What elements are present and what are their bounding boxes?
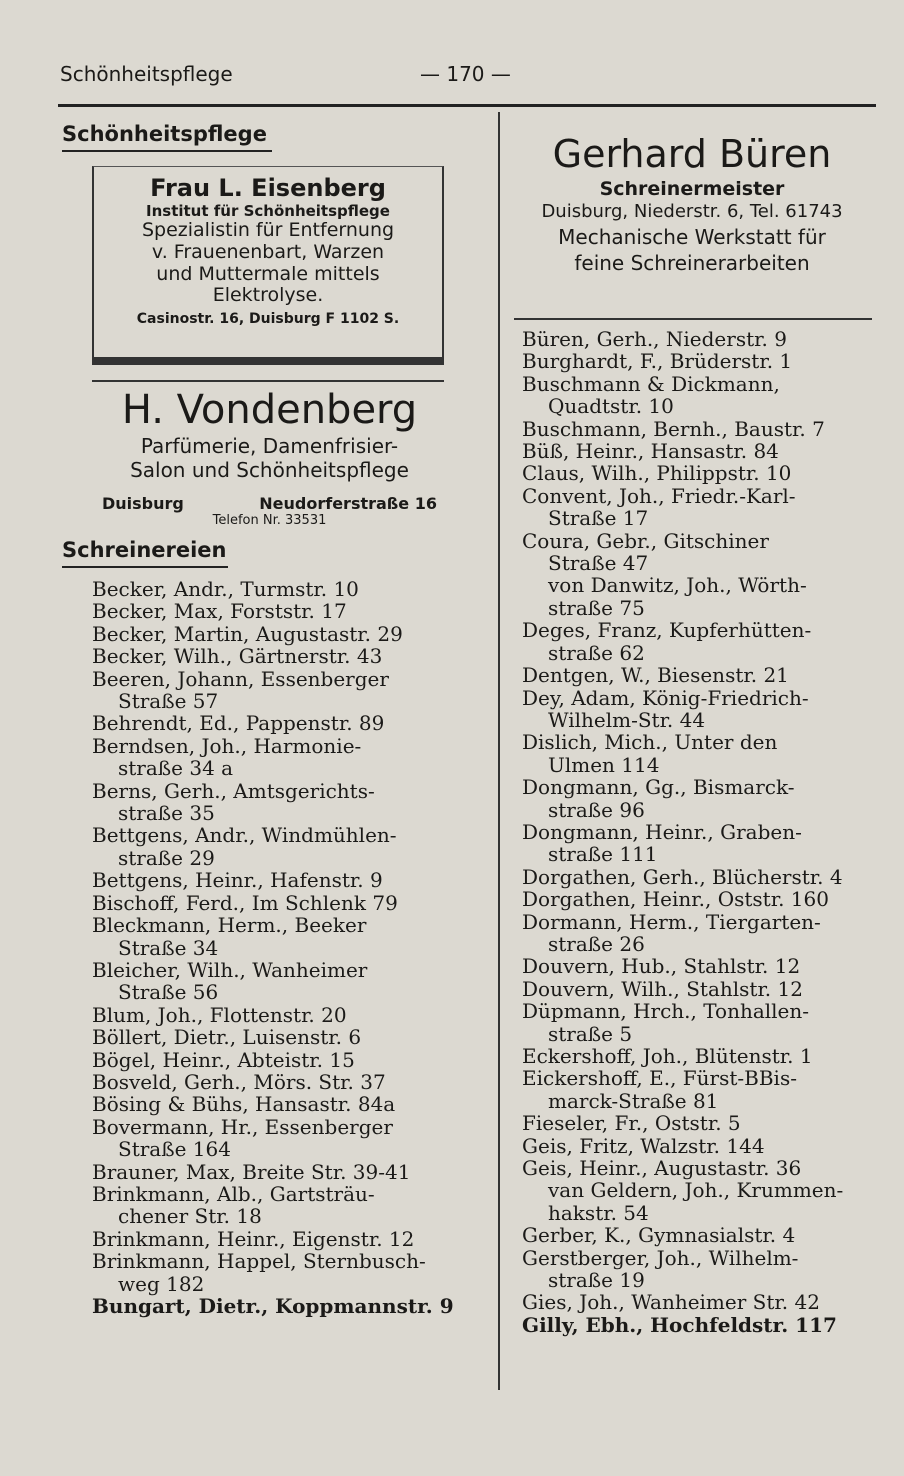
directory-entry: hakstr. 54 (548, 1200, 649, 1225)
directory-entry: Straße 17 (548, 506, 649, 531)
ad-vondenberg (92, 386, 447, 528)
directory-entry: Bleckmann, Herm., Beeker (92, 913, 367, 938)
directory-entry: von Danwitz, Joh., Wörth- (548, 573, 807, 598)
directory-entry: Fieseler, Fr., Oststr. 5 (522, 1111, 741, 1136)
directory-entry: Geis, Fritz, Walzstr. 144 (522, 1133, 765, 1158)
running-title: Schönheitspflege (60, 62, 233, 86)
directory-entry: straße 19 (548, 1268, 645, 1293)
directory-entry: Coura, Gebr., Gitschiner (522, 528, 769, 553)
directory-entry: Wilhelm-Str. 44 (548, 707, 706, 732)
directory-entry: Behrendt, Ed., Pappenstr. 89 (92, 711, 385, 736)
directory-entry: straße 62 (548, 640, 645, 665)
ad-bueren-address: Duisburg, Niederstr. 6, Tel. 61743 (541, 201, 843, 222)
directory-entry: straße 111 (548, 842, 658, 867)
ad-separator (92, 380, 444, 382)
directory-entry: Gilly, Ebh., Hochfeldstr. 117 (522, 1312, 837, 1337)
directory-entry: Douvern, Hub., Stahlstr. 12 (522, 954, 801, 979)
directory-entry: Bischoff, Ferd., Im Schlenk 79 (92, 890, 398, 915)
directory-entry: Straße 57 (118, 689, 219, 714)
directory-entry: Büß, Heinr., Hansastr. 84 (522, 439, 779, 464)
directory-entry: chener Str. 18 (118, 1204, 262, 1229)
ad-eisenberg-line: v. Frauenenbart, Warzen (151, 240, 385, 263)
directory-entry: Dormann, Herm., Tiergarten- (522, 909, 821, 934)
directory-entry: straße 26 (548, 931, 645, 956)
directory-entry: Douvern, Wilh., Stahlstr. 12 (522, 976, 803, 1001)
directory-entry: Dorgathen, Heinr., Oststr. 160 (522, 887, 829, 912)
ad-bueren (512, 130, 872, 276)
directory-entry: Becker, Andr., Turmstr. 10 (92, 577, 359, 601)
column-divider (498, 112, 500, 1390)
directory-entry: straße 75 (548, 595, 645, 620)
ad-vondenberg-city: Duisburg (102, 494, 184, 513)
directory-entry: straße 96 (548, 797, 645, 822)
ad-eisenberg-address: Casinostr. 16, Duisburg F 1102 S. (136, 311, 400, 328)
ad-eisenberg-name: Frau L. Eisenberg (150, 174, 386, 202)
page-number: — 170 — (420, 62, 511, 86)
directory-entry: Bögel, Heinr., Abteistr. 15 (92, 1047, 355, 1072)
directory-entry: Gerber, K., Gymnasialstr. 4 (522, 1223, 796, 1248)
directory-entry: Eckershoff, Joh., Blütenstr. 1 (522, 1044, 813, 1068)
directory-entry: Dey, Adam, König-Friedrich- (522, 685, 809, 710)
directory-entry: Brinkmann, Heinr., Eigenstr. 12 (92, 1226, 415, 1251)
directory-entry: Straße 34 (118, 935, 219, 960)
ad-eisenberg (92, 166, 444, 365)
directory-entry: straße 29 (118, 845, 215, 870)
directory-entry: Blum, Joh., Flottenstr. 20 (92, 1002, 347, 1027)
ad-vondenberg-line: Parfümerie, Damenfrisier- (140, 434, 399, 458)
ad-bueren-line: Mechanische Werkstatt für (558, 225, 826, 249)
directory-entry: Bettgens, Andr., Windmühlen- (92, 823, 397, 848)
directory-entry: Bovermann, Hr., Essenberger (92, 1114, 393, 1139)
ad-vondenberg-street: Neudorferstraße 16 (259, 494, 437, 513)
directory-list-right (522, 328, 843, 1336)
ad-eisenberg-line: Elektrolyse. (212, 284, 324, 307)
directory-entry: weg 182 (118, 1271, 205, 1296)
directory-entry: Dentgen, W., Biesenstr. 21 (522, 663, 789, 688)
directory-entry: Brinkmann, Happel, Sternbusch- (92, 1249, 426, 1274)
directory-entry: Berns, Gerh., Amtsgerichts- (92, 778, 375, 803)
directory-entry: Brinkmann, Alb., Gartsträu- (92, 1181, 375, 1206)
directory-entry: straße 5 (548, 1021, 633, 1046)
directory-entry: Straße 56 (118, 980, 219, 1005)
ad-vondenberg-name: H. Vondenberg (121, 387, 418, 433)
directory-entry: Eickershoff, E., Fürst-BBis- (522, 1066, 797, 1091)
directory-entry: Gies, Joh., Wanheimer Str. 42 (522, 1290, 820, 1315)
directory-entry: van Geldern, Joh., Krummen- (548, 1178, 844, 1203)
directory-entry: Beeren, Johann, Essenberger (92, 666, 389, 691)
ad-eisenberg-line: Spezialistin für Entfernung (141, 218, 395, 241)
directory-entry: Becker, Wilh., Gärtnerstr. 43 (92, 644, 383, 669)
directory-entry: Dorgathen, Gerh., Blücherstr. 4 (522, 864, 843, 889)
section-underline (62, 150, 272, 152)
directory-entry: straße 35 (118, 801, 215, 826)
directory-entry: Brauner, Max, Breite Str. 39-41 (92, 1159, 411, 1184)
directory-entry: Bettgens, Heinr., Hafenstr. 9 (92, 868, 383, 893)
directory-entry: Bösing & Bühs, Hansastr. 84a (92, 1092, 396, 1117)
ad-vondenberg-phone: Telefon Nr. 33531 (212, 513, 327, 528)
directory-entry: Bosveld, Gerh., Mörs. Str. 37 (92, 1069, 386, 1094)
directory-entry: Dongmann, Heinr., Graben- (522, 819, 802, 844)
directory-entry: Becker, Martin, Augustastr. 29 (92, 621, 403, 646)
directory-entry: Geis, Heinr., Augustastr. 36 (522, 1156, 802, 1181)
directory-entry: Gerstberger, Joh., Wilhelm- (522, 1245, 799, 1270)
ad-bueren-name: Gerhard Büren (552, 132, 832, 176)
directory-entry: Böllert, Dietr., Luisenstr. 6 (92, 1025, 362, 1050)
section-heading-carpentry: Schreinereien (62, 538, 227, 562)
directory-entry: Becker, Max, Forststr. 17 (92, 599, 347, 624)
ad-eisenberg-line: und Muttermale mittels (156, 262, 380, 285)
directory-entry: Burghardt, F., Brüderstr. 1 (522, 349, 793, 374)
section-heading-beauty: Schönheitspflege (62, 122, 267, 146)
ad-vondenberg-line: Salon und Schönheitspflege (130, 458, 409, 482)
directory-entry: Convent, Joh., Friedr.-Karl- (522, 483, 796, 508)
directory-entry: Claus, Wilh., Philippstr. 10 (522, 461, 792, 486)
directory-entry: Bleicher, Wilh., Wanheimer (92, 957, 368, 982)
directory-entry: Berndsen, Joh., Harmonie- (92, 733, 362, 758)
directory-entry: Ulmen 114 (548, 752, 660, 777)
top-rule (58, 104, 876, 107)
ad-eisenberg-line: Institut für Schönheitspflege (146, 201, 390, 220)
directory-list-left (92, 578, 454, 1317)
directory-entry: Dongmann, Gg., Bismarck- (522, 775, 795, 800)
directory-entry: Bungart, Dietr., Koppmannstr. 9 (92, 1294, 454, 1318)
ad-bueren-title: Schreinermeister (599, 178, 785, 200)
directory-entry: marck-Straße 81 (548, 1088, 719, 1113)
directory-entry: Buschmann, Bernh., Baustr. 7 (522, 416, 825, 441)
section-underline (62, 566, 228, 568)
directory-entry: Straße 164 (118, 1137, 231, 1162)
directory-entry: Düpmann, Hrch., Tonhallen- (522, 999, 810, 1024)
directory-entry: Büren, Gerh., Niederstr. 9 (522, 327, 787, 351)
directory-entry: Buschmann & Dickmann, (522, 371, 780, 396)
directory-entry: straße 34 a (118, 756, 234, 781)
directory-entry: Dislich, Mich., Unter den (522, 730, 778, 755)
directory-entry: Straße 47 (548, 551, 649, 576)
ad-bueren-line: feine Schreinerarbeiten (574, 251, 810, 275)
directory-entry: Quadtstr. 10 (548, 394, 674, 419)
ad-separator (514, 318, 872, 320)
directory-entry: Deges, Franz, Kupferhütten- (522, 618, 812, 643)
